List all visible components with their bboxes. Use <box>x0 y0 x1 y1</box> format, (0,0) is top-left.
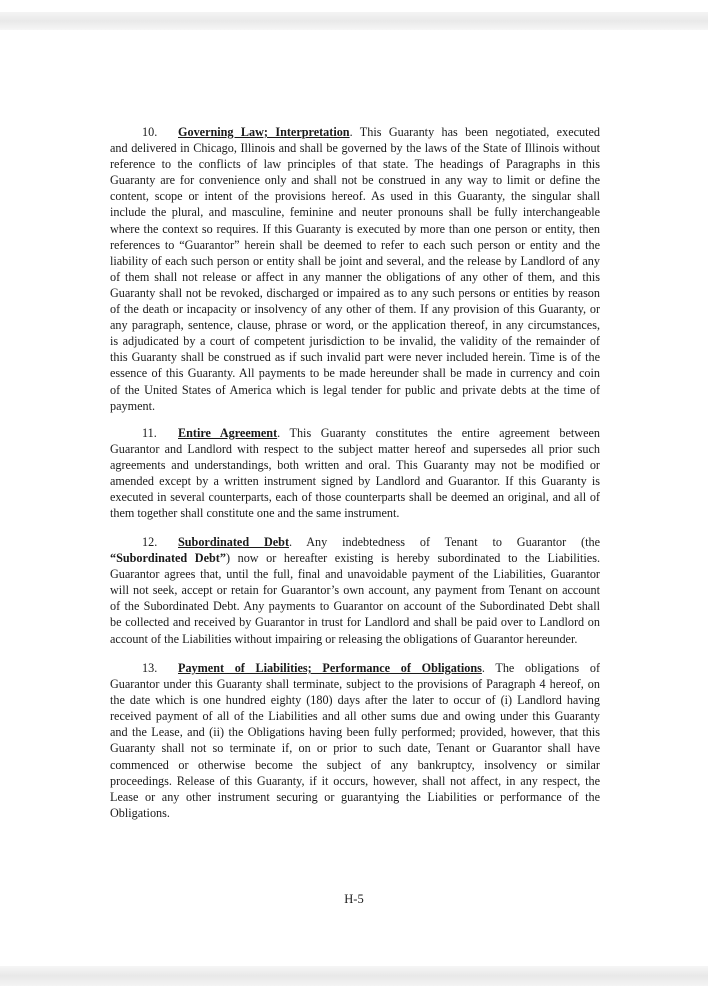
paragraph-line: received payment of all of the Liabilities and all other sums due and owing under this Guaranty <box>110 709 600 724</box>
paragraph-text: . Any indebtedness of Tenant to Guarantor (the <box>289 535 600 549</box>
paragraph-line: commenced or otherwise become the subject of any bankruptcy, insolvency or similar <box>110 757 600 772</box>
paragraph-line: reference to the conflicts of law principles of that state. The headings of Paragraphs in this <box>110 157 600 172</box>
paragraph-line: Guaranty shall not so terminate if, on or prior to such date, Tenant or Guarantor shall have <box>110 741 600 756</box>
paragraph-number: 11. <box>142 426 157 440</box>
paragraph-line: liability of each such person or entity shall be joint and several, and the release by Landlord of any <box>110 253 600 268</box>
paragraph-line: any paragraph, sentence, clause, phrase or word, or the application thereof, in any circumstances, <box>110 318 600 333</box>
paragraph-heading: Subordinated Debt <box>178 535 290 549</box>
paragraph-line: the date which is one hundred eighty (180) days after the later to occur of (i) Landlord having <box>110 693 600 708</box>
paragraph-line: is adjudicated by a court of competent jurisdiction to be invalid, the validity of the remainder of <box>110 334 600 349</box>
paragraph-line: be collected and received by Guarantor in trust for Landlord and shall be paid over to Landlord on <box>110 615 600 630</box>
paragraph-10-governing-law <box>110 124 600 414</box>
paragraph-line: Guarantor agrees that, until the full, final and unavoidable payment of the Liabilities, Guarantor <box>110 567 600 582</box>
paragraph-line: proceedings. Release of this Guaranty, if it occurs, however, shall not affect, in any respect, the <box>110 773 600 788</box>
paragraph-12-subordinated-debt <box>110 534 600 647</box>
paragraph-13-payment-of-liabilities <box>110 660 600 821</box>
paragraph-line: this Guaranty shall be construed as if such invalid part were never included herein. Time is of the <box>110 350 600 365</box>
paragraph-first-line <box>110 534 600 550</box>
paragraph-line: content, scope or intent of the provisions hereof. As used in this Guaranty, the singular shall <box>110 189 600 204</box>
paragraph-line: Guarantor under this Guaranty shall terminate, subject to the provisions of Paragraph 4 hereof, on <box>110 677 600 692</box>
paragraph-first-line <box>110 660 600 676</box>
paragraph-line: Guaranty shall not be revoked, discharged or impaired as to any such persons or entities by reason <box>110 285 600 300</box>
paragraph-line <box>110 550 600 566</box>
paragraph-line: payment. <box>110 398 156 413</box>
paragraph-line: of the Subordinated Debt. Any payments to Guarantor on account of the Subordinated Debt shall <box>110 599 600 614</box>
page-number: H-5 <box>344 892 364 906</box>
paragraph-line: will not seek, accept or retain for Guarantor’s own account, any payment from Tenant on account <box>110 583 600 598</box>
paragraph-number: 13. <box>142 661 158 675</box>
paragraph-line: references to “Guarantor” herein shall be deemed to refer to each such person or entity and the <box>110 237 600 252</box>
paragraph-line: them together shall constitute one and the same instrument. <box>110 506 400 521</box>
scan-edge-bottom <box>0 966 708 986</box>
scan-edge-top <box>0 12 708 30</box>
paragraph-11-entire-agreement <box>110 425 600 522</box>
paragraph-line: of the death or incapacity or insolvency of any other of them. If any provision of this Guaranty, or <box>110 302 600 317</box>
paragraph-text: . The obligations of <box>481 661 600 675</box>
paragraph-line: and delivered in Chicago, Illinois and shall be governed by the laws of the State of Illinois without <box>110 141 600 156</box>
paragraph-line: where the context so requires. If this Guaranty is executed by more than one person or entity, then <box>110 221 600 236</box>
paragraph-line: executed in several counterparts, each of those counterparts shall be deemed an original, and all of <box>110 490 600 505</box>
paragraph-line: Obligations. <box>110 805 170 820</box>
paragraph-line: of the United States of America which is legal tender for public and private debts at the time of <box>110 382 600 397</box>
paragraph-text: . This Guaranty constitutes the entire agreement between <box>277 426 600 440</box>
paragraph-number: 10. <box>142 125 158 139</box>
paragraph-line: agreements and understandings, both written and oral. This Guaranty may not be modified or <box>110 458 600 473</box>
paragraph-heading: Governing Law; Interpretation <box>178 125 350 139</box>
paragraph-line: of them shall not release or affect in any manner the obligations of any other of them, and this <box>110 269 600 284</box>
paragraph-first-line <box>110 425 600 441</box>
paragraph-heading: Payment of Liabilities; Performance of Obligations <box>178 661 482 675</box>
paragraph-line: account of the Liabilities without impairing or releasing the obligations of Guarantor hereunder. <box>110 631 578 646</box>
paragraph-line: and the Lease, and (ii) the Obligations having been fully performed; provided, however, that this <box>110 725 600 740</box>
paragraph-line: essence of this Guaranty. All payments to be made hereunder shall be made in currency and coin <box>110 366 600 381</box>
paragraph-line: Lease or any other instrument securing or guarantying the Liabilities or performance of the <box>110 789 600 804</box>
paragraph-text: ) now or hereafter existing is hereby subordinated to the Liabilities. <box>225 551 600 566</box>
paragraph-first-line <box>110 124 600 140</box>
paragraph-line: include the plural, and masculine, feminine and neuter pronouns shall be fully interchangeable <box>110 205 600 220</box>
paragraph-heading: Entire Agreement <box>178 426 278 440</box>
paragraph-line: Guaranty are for convenience only and shall not be construed in any way to limit or define the <box>110 173 600 188</box>
paragraph-line: Guarantor and Landlord with respect to the subject matter hereof and supersedes all prior such <box>110 442 600 457</box>
paragraph-line: amended except by a written instrument signed by Landlord and Guarantor. If this Guaranty is <box>110 474 600 489</box>
defined-term: “Subordinated Debt” <box>110 551 226 566</box>
paragraph-text: . This Guaranty has been negotiated, executed <box>349 125 600 139</box>
paragraph-number: 12. <box>142 535 158 549</box>
